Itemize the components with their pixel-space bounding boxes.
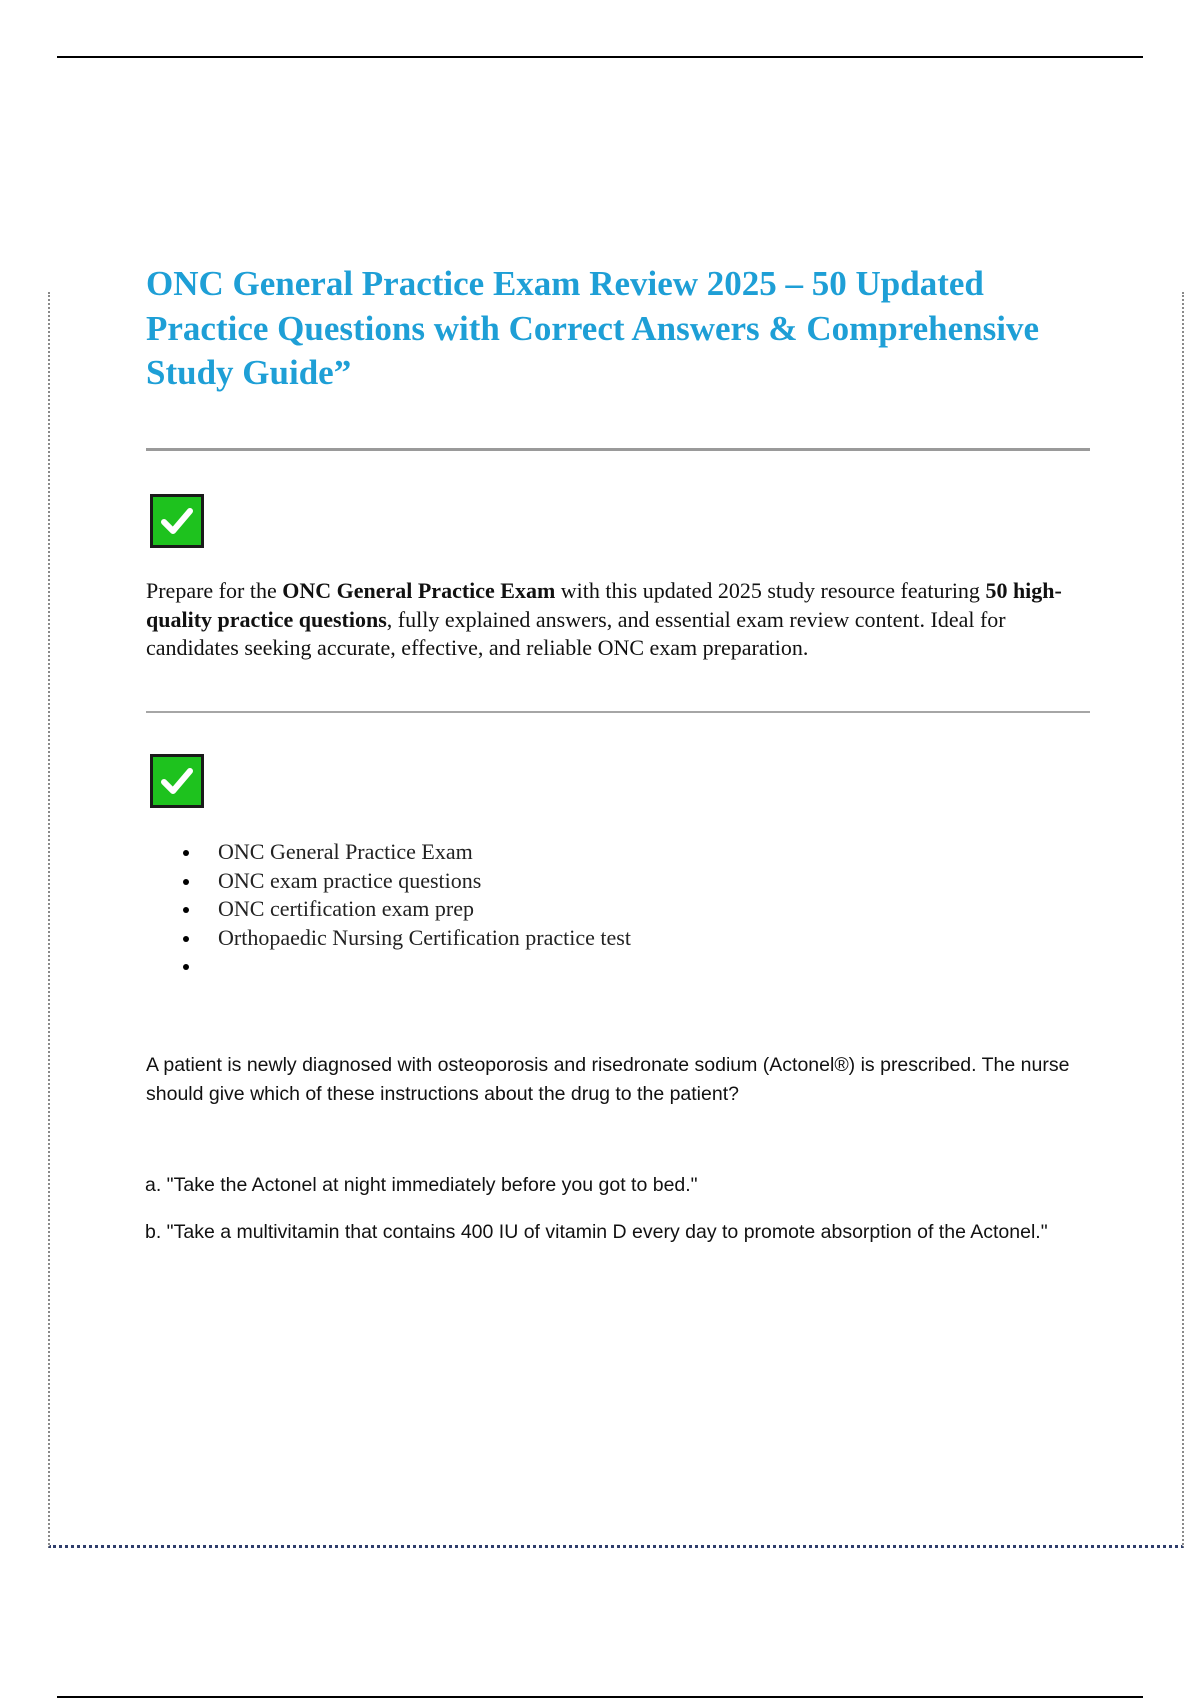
keyword-list bbox=[146, 838, 631, 981]
list-item: Orthopaedic Nursing Certification practice test bbox=[146, 924, 631, 953]
top-rule bbox=[57, 56, 1143, 58]
list-item: ONC General Practice Exam bbox=[146, 838, 631, 867]
section-divider bbox=[146, 448, 1090, 451]
bottom-rule bbox=[57, 1696, 1143, 1698]
intro-bold-exam: ONC General Practice Exam bbox=[282, 578, 556, 603]
document-title: ONC General Practice Exam Review 2025 – 50 Updated Practice Questions with Correct Answers & Comprehensive Study Guide” bbox=[146, 264, 1039, 392]
list-item: ONC exam practice questions bbox=[146, 867, 631, 896]
answer-option-b: b. "Take a multivitamin that contains 400 IU of vitamin D every day to promote absorption of the Actonel." bbox=[145, 1221, 1048, 1243]
list-item bbox=[146, 952, 631, 981]
question-text: A patient is newly diagnosed with osteoporosis and risedronate sodium (Actonel®) is prescribed. The nurse should give which of these instructions about the drug to the patient? bbox=[146, 1054, 1070, 1105]
section-divider bbox=[146, 711, 1090, 713]
checkmark-icon bbox=[150, 754, 204, 808]
checkmark-icon bbox=[150, 494, 204, 548]
intro-paragraph: Prepare for the ONC General Practice Exam with this updated 2025 study resource featuring 50 high-quality practice questions, fully explained answers, and essential exam review content. Ideal for candidates seeking accurate, effective, and reliable ONC exam preparation. bbox=[146, 578, 1062, 660]
list-item: ONC certification exam prep bbox=[146, 895, 631, 924]
answer-option-a: a. "Take the Actonel at night immediately before you got to bed." bbox=[145, 1174, 698, 1196]
intro-bold-questions: 50 high-quality practice questions bbox=[146, 578, 1062, 632]
